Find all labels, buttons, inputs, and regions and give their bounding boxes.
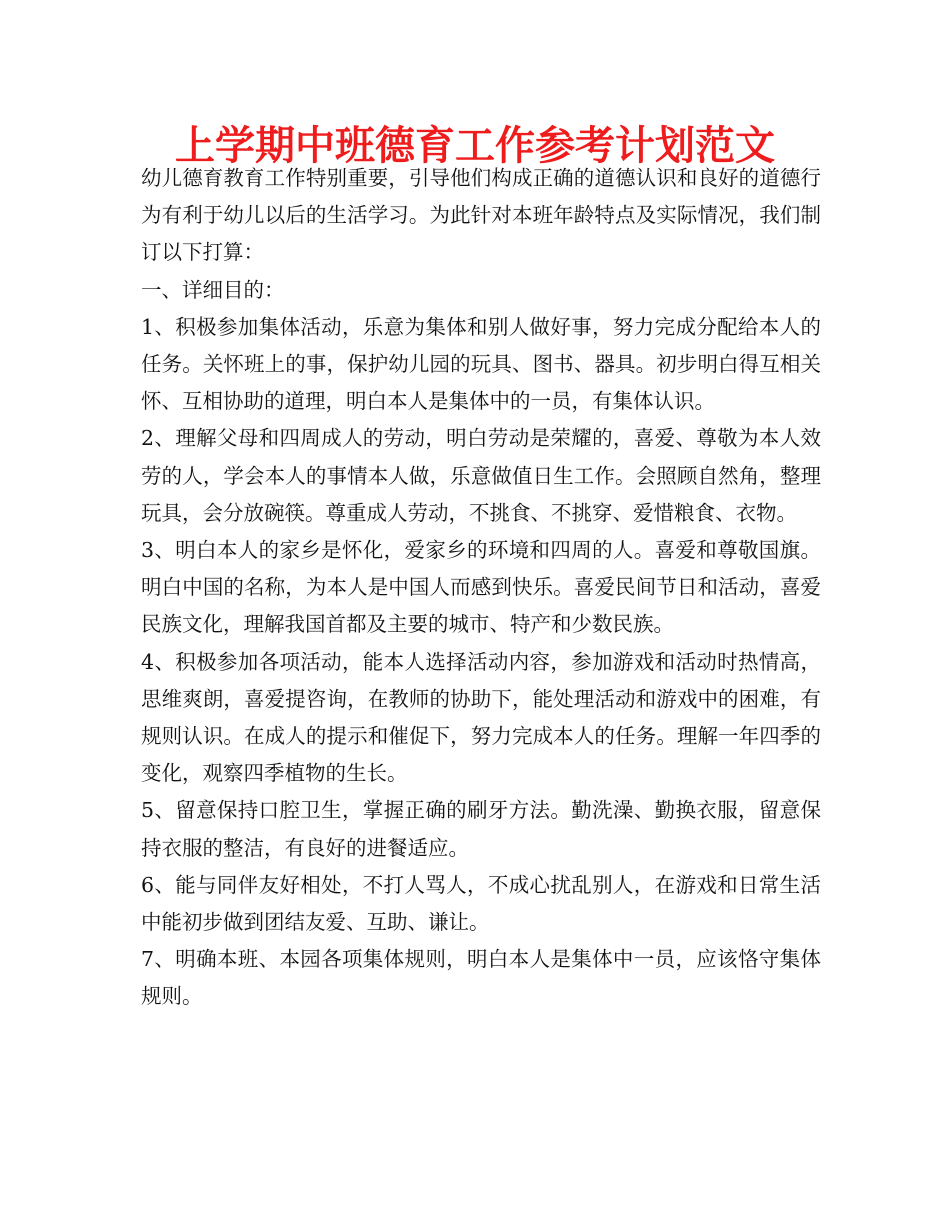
goal-item-7: 7、明确本班、本园各项集体规则，明白本人是集体中一员，应该恪守集体规则。 <box>141 947 821 1009</box>
document-body <box>141 160 821 1016</box>
goal-item-5: 5、留意保持口腔卫生，掌握正确的刷牙方法。勤洗澡、勤换衣服，留意保持衣服的整洁，有良好的进餐适应。 <box>141 798 821 860</box>
goal-item-2: 2、理解父母和四周成人的劳动，明白劳动是荣耀的，喜爱、尊敬为本人效劳的人，学会本人的事情本人做，乐意做值日生工作。会照顾自然角，整理玩具，会分放碗筷。尊重成人劳动，不挑食、不挑穿、爱惜粮食、衣物。 <box>141 426 821 525</box>
goal-item-1: 1、积极参加集体活动，乐意为集体和别人做好事，努力完成分配给本人的任务。关怀班上的事，保护幼儿园的玩具、图书、器具。初步明白得互相关怀、互相协助的道理，明白本人是集体中的一员，有集体认识。 <box>141 314 821 414</box>
goal-item-4: 4、积极参加各项活动，能本人选择活动内容，参加游戏和活动时热情高，思维爽朗，喜爱提咨询，在教师的协助下，能处理活动和游戏中的困难，有规则认识。在成人的提示和催促下，努力完成本人的任务。理解一年四季的变化，观察四季植物的生长。 <box>141 649 821 786</box>
document-title: 上学期中班德育工作参考计划范文 <box>175 123 775 169</box>
paragraph-intro: 幼儿德育教育工作特别重要，引导他们构成正确的道德认识和良好的道德行为有利于幼儿以后的生活学习。为此针对本班年龄特点及实际情况，我们制订以下打算： <box>141 166 821 265</box>
goal-item-6: 6、能与同伴友好相处，不打人骂人，不成心扰乱别人，在游戏和日常生活中能初步做到团结友爱、互助、谦让。 <box>141 872 821 935</box>
section-heading-goals: 一、详细目的： <box>141 277 285 302</box>
goal-item-3: 3、明白本人的家乡是怀化，爱家乡的环境和四周的人。喜爱和尊敬国旗。明白中国的名称，为本人是中国人而感到快乐。喜爱民间节日和活动，喜爱民族文化，理解我国首都及主要的城市、特产和少数民族。 <box>141 538 821 637</box>
